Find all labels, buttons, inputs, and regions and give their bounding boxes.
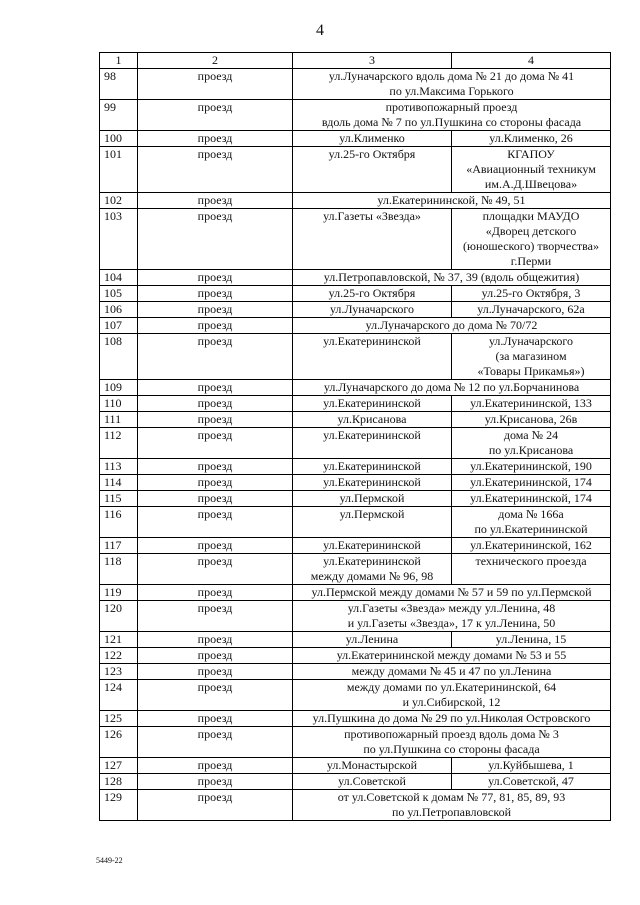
row-number: 120	[100, 601, 138, 632]
document-code: 5449-22	[96, 856, 123, 865]
route-from: ул.Пермской	[293, 491, 452, 507]
route-to: дома № 166а по ул.Екатерининской	[452, 507, 611, 538]
table-row	[100, 664, 611, 680]
object-type: проезд	[138, 318, 293, 334]
table-row	[100, 648, 611, 664]
object-type: проезд	[138, 711, 293, 727]
row-number: 103	[100, 209, 138, 270]
row-number: 106	[100, 302, 138, 318]
table-row	[100, 302, 611, 318]
object-type: проезд	[138, 428, 293, 459]
table-row	[100, 396, 611, 412]
page-number: 4	[316, 22, 324, 39]
object-type: проезд	[138, 727, 293, 758]
route-to: ул.Клименко, 26	[452, 131, 611, 147]
route-description: ул.Екатерининской, № 49, 51	[293, 193, 611, 209]
row-number: 105	[100, 286, 138, 302]
table-row	[100, 318, 611, 334]
route-to: площадки МАУДО «Дворец детского (юношеского) творчества» г.Перми	[452, 209, 611, 270]
object-type: проезд	[138, 475, 293, 491]
row-number: 128	[100, 774, 138, 790]
object-type: проезд	[138, 664, 293, 680]
table-header-row	[100, 53, 611, 69]
object-type: проезд	[138, 680, 293, 711]
object-type: проезд	[138, 302, 293, 318]
row-number: 99	[100, 100, 138, 131]
route-from: ул.Луначарского	[293, 302, 452, 318]
route-from: ул.Екатерининской	[293, 538, 452, 554]
table-row	[100, 69, 611, 100]
route-description: между домами по ул.Екатерининской, 64 и ул.Сибирской, 12	[293, 680, 611, 711]
route-description: противопожарный проезд вдоль дома № 3 по ул.Пушкина со стороны фасада	[293, 727, 611, 758]
object-type: проезд	[138, 459, 293, 475]
route-to: ул.25-го Октября, 3	[452, 286, 611, 302]
route-from: ул.Екатерининской	[293, 428, 452, 459]
row-number: 101	[100, 147, 138, 193]
route-description: ул.Екатерининской между домами № 53 и 55	[293, 648, 611, 664]
route-description: от ул.Советской к домам № 77, 81, 85, 89, 93 по ул.Петропавловской	[293, 790, 611, 821]
row-number: 110	[100, 396, 138, 412]
route-description: ул.Пермской между домами № 57 и 59 по ул.Пермской	[293, 585, 611, 601]
table-row	[100, 428, 611, 459]
object-type: проезд	[138, 585, 293, 601]
table-row	[100, 680, 611, 711]
object-type: проезд	[138, 758, 293, 774]
row-number: 98	[100, 69, 138, 100]
object-type: проезд	[138, 270, 293, 286]
object-type: проезд	[138, 507, 293, 538]
route-from: ул.Пермской	[293, 507, 452, 538]
table-row	[100, 758, 611, 774]
table-row	[100, 270, 611, 286]
route-from: ул.Екатерининской	[293, 396, 452, 412]
row-number: 107	[100, 318, 138, 334]
table-row	[100, 585, 611, 601]
table-body	[100, 69, 611, 821]
route-from: ул.Газеты «Звезда»	[293, 209, 452, 270]
table-row	[100, 774, 611, 790]
header-cell: 1	[100, 53, 138, 69]
row-number: 104	[100, 270, 138, 286]
object-type: проезд	[138, 538, 293, 554]
route-to: ул.Екатерининской, 162	[452, 538, 611, 554]
object-type: проезд	[138, 193, 293, 209]
table-row	[100, 147, 611, 193]
route-description: ул.Пушкина до дома № 29 по ул.Николая Островского	[293, 711, 611, 727]
object-type: проезд	[138, 396, 293, 412]
table-row	[100, 790, 611, 821]
object-type: проезд	[138, 554, 293, 585]
object-type: проезд	[138, 491, 293, 507]
object-type: проезд	[138, 334, 293, 380]
route-description: ул.Луначарского до дома № 70/72	[293, 318, 611, 334]
roads-table	[99, 52, 611, 821]
table-row	[100, 507, 611, 538]
object-type: проезд	[138, 131, 293, 147]
row-number: 100	[100, 131, 138, 147]
table-row	[100, 334, 611, 380]
route-description: противопожарный проезд вдоль дома № 7 по ул.Пушкина со стороны фасада	[293, 100, 611, 131]
row-number: 119	[100, 585, 138, 601]
row-number: 124	[100, 680, 138, 711]
route-description: ул.Петропавловской, № 37, 39 (вдоль общежития)	[293, 270, 611, 286]
row-number: 112	[100, 428, 138, 459]
row-number: 114	[100, 475, 138, 491]
table-row	[100, 209, 611, 270]
route-to: ул.Советской, 47	[452, 774, 611, 790]
row-number: 126	[100, 727, 138, 758]
table-row	[100, 491, 611, 507]
route-from: ул.Екатерининской	[293, 475, 452, 491]
route-to: ул.Ленина, 15	[452, 632, 611, 648]
route-from: ул.Советской	[293, 774, 452, 790]
object-type: проезд	[138, 100, 293, 131]
table-row	[100, 632, 611, 648]
route-to: ул.Луначарского, 62а	[452, 302, 611, 318]
route-from: ул.Екатерининской между домами № 96, 98	[293, 554, 452, 585]
route-to: ул.Луначарского (за магазином «Товары Прикамья»)	[452, 334, 611, 380]
object-type: проезд	[138, 648, 293, 664]
table-row	[100, 193, 611, 209]
route-description: ул.Газеты «Звезда» между ул.Ленина, 48 и ул.Газеты «Звезда», 17 к ул.Ленина, 50	[293, 601, 611, 632]
route-from: ул.Екатерининской	[293, 459, 452, 475]
route-description: ул.Луначарского до дома № 12 по ул.Борчанинова	[293, 380, 611, 396]
table-row	[100, 380, 611, 396]
route-from: ул.Екатерининской	[293, 334, 452, 380]
object-type: проезд	[138, 380, 293, 396]
row-number: 117	[100, 538, 138, 554]
route-to: ул.Куйбышева, 1	[452, 758, 611, 774]
route-to: ул.Крисанова, 26в	[452, 412, 611, 428]
table-row	[100, 554, 611, 585]
table-row	[100, 412, 611, 428]
row-number: 115	[100, 491, 138, 507]
route-to: ул.Екатерининской, 174	[452, 475, 611, 491]
row-number: 118	[100, 554, 138, 585]
header-cell: 3	[293, 53, 452, 69]
route-to: ул.Екатерининской, 190	[452, 459, 611, 475]
route-to: КГАПОУ «Авиационный техникум им.А.Д.Швецова»	[452, 147, 611, 193]
table-row	[100, 711, 611, 727]
table-row	[100, 475, 611, 491]
row-number: 127	[100, 758, 138, 774]
route-to: дома № 24 по ул.Крисанова	[452, 428, 611, 459]
object-type: проезд	[138, 790, 293, 821]
table-row	[100, 131, 611, 147]
table-row	[100, 727, 611, 758]
object-type: проезд	[138, 632, 293, 648]
header-cell: 2	[138, 53, 293, 69]
object-type: проезд	[138, 69, 293, 100]
route-to: технического проезда	[452, 554, 611, 585]
route-to: ул.Екатерининской, 133	[452, 396, 611, 412]
route-from: ул.Ленина	[293, 632, 452, 648]
table-row	[100, 538, 611, 554]
header-cell: 4	[452, 53, 611, 69]
row-number: 113	[100, 459, 138, 475]
row-number: 125	[100, 711, 138, 727]
table-row	[100, 286, 611, 302]
object-type: проезд	[138, 286, 293, 302]
route-from: ул.Клименко	[293, 131, 452, 147]
row-number: 102	[100, 193, 138, 209]
row-number: 108	[100, 334, 138, 380]
route-from: ул.Монастырской	[293, 758, 452, 774]
table-row	[100, 459, 611, 475]
object-type: проезд	[138, 601, 293, 632]
row-number: 121	[100, 632, 138, 648]
object-type: проезд	[138, 774, 293, 790]
route-to: ул.Екатерининской, 174	[452, 491, 611, 507]
route-from: ул.25-го Октября	[293, 286, 452, 302]
route-from: ул.Крисанова	[293, 412, 452, 428]
row-number: 129	[100, 790, 138, 821]
row-number: 123	[100, 664, 138, 680]
object-type: проезд	[138, 412, 293, 428]
row-number: 111	[100, 412, 138, 428]
row-number: 109	[100, 380, 138, 396]
object-type: проезд	[138, 147, 293, 193]
row-number: 116	[100, 507, 138, 538]
route-description: между домами № 45 и 47 по ул.Ленина	[293, 664, 611, 680]
object-type: проезд	[138, 209, 293, 270]
table-row	[100, 601, 611, 632]
row-number: 122	[100, 648, 138, 664]
route-from: ул.25-го Октября	[293, 147, 452, 193]
table-row	[100, 100, 611, 131]
route-description: ул.Луначарского вдоль дома № 21 до дома № 41 по ул.Максима Горького	[293, 69, 611, 100]
